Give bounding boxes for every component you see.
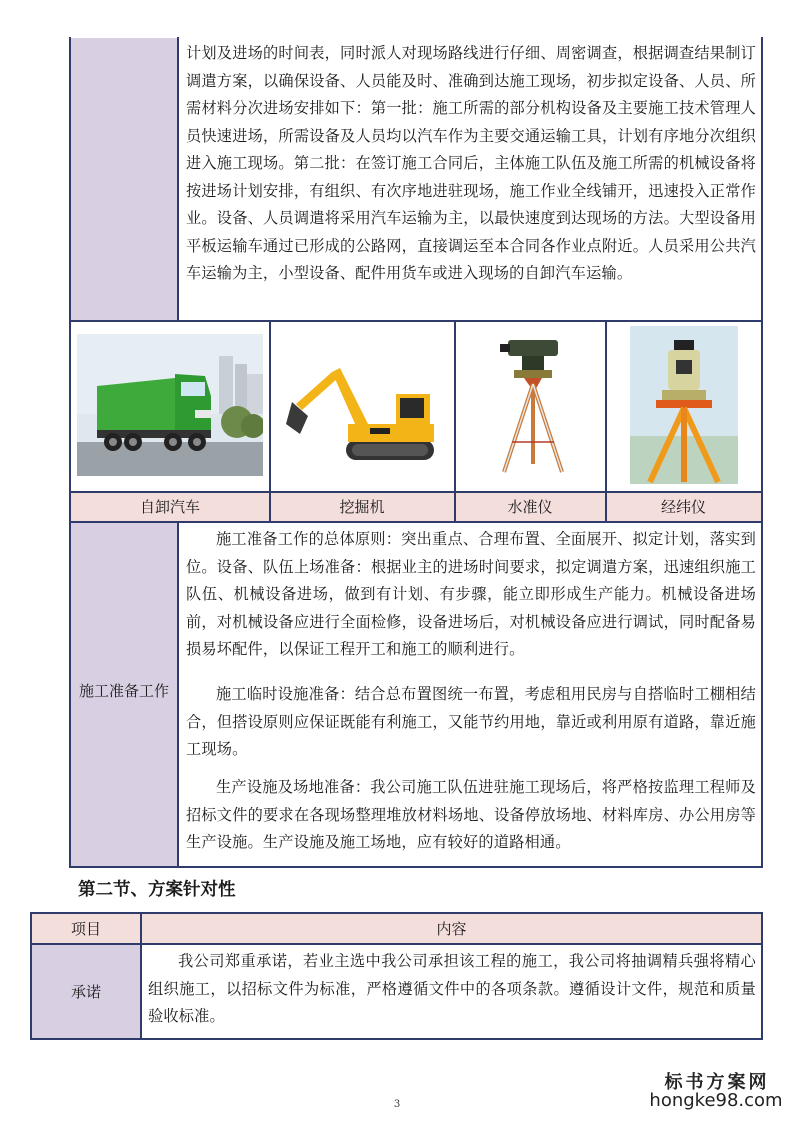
prep-paragraph-3: 生产设施及场地准备：我公司施工队伍进驻施工现场后，将严格按监理工程师及招标文件的要求在各现场整理堆放材料场地、设备停放场地、材料库房、办公用房等生产设施。生产设施及施工场地，应有较好的道路相通。	[186, 778, 756, 851]
prep-label: 施工准备工作	[78, 681, 169, 700]
equipment-label-excavator: 挖掘机	[339, 498, 385, 516]
prep-paragraph-2: 施工临时设施准备：结合总布置图统一布置，考虑租用民房与自搭临时工棚相结合，但搭设原则应保证既能有利施工，又能节约用地，靠近或利用原有道路，靠近施工现场。	[186, 685, 756, 758]
page-number: 3	[393, 1098, 401, 1110]
equipment-label-dump-truck: 自卸汽车	[139, 498, 200, 516]
watermark-logo	[648, 1068, 784, 1116]
prep-paragraph-1: 施工准备工作的总体原则：突出重点、合理布置、全面展开、拟定计划，落实到位。设备、队伍上场准备：根据业主的进场时间要求，拟定调遣方案，迅速组织施工队伍、机械设备进场，做到有计划、有步骤，能立即形成生产能力。机械设备进场前，对机械设备应进行全面检修，设备进场后，对机械设备应进行调试，同时配备易损易坏配件，以保证工程开工和施工的顺利进行。	[186, 530, 756, 658]
row1-label-cell	[70, 38, 178, 321]
column-header-content: 内容	[436, 920, 467, 938]
commitment-label: 承诺	[70, 982, 101, 1001]
section-heading: 第二节、方案针对性	[78, 880, 236, 900]
dump-truck-photo	[77, 334, 263, 476]
excavator-photo	[286, 344, 446, 466]
watermark-url: hongke98.com	[649, 1090, 783, 1111]
column-header-item: 项目	[70, 920, 101, 938]
theodolite-photo	[630, 326, 738, 484]
equipment-label-theodolite: 经纬仪	[660, 498, 706, 516]
watermark-title: 标书方案网	[664, 1072, 770, 1093]
dispatch-plan-text: 计划及进场的时间表，同时派人对现场路线进行仔细、周密调查，根据调查结果制订调遣方案，以确保设备、人员能及时、准确到达施工现场，初步拟定设备、人员、所需材料分次进场安排如下：第一批：施工所需的部分机构设备及主要施工技术管理人员快速进场，所需设备及人员均以汽车作为主要交通运输工具，计划有序地分次组织进入施工现场。第二批：在签订施工合同后，主体施工队伍及施工所需的机械设备将按进场计划安排，有组织、有次序地进驻现场，施工作业全线铺开，迅速投入正常作业。设备、人员调遣将采用汽车运输为主，以最快速度到达现场的方法。大型设备用平板运输车通过已形成的公路网，直接调运至本合同各作业点附近。人员采用公共汽车运输为主，小型设备、配件用货车或进入现场的自卸汽车运输。	[186, 44, 756, 282]
commitment-text: 我公司郑重承诺，若业主选中我公司承担该工程的施工，我公司将抽调精兵强将精心组织施工，以招标文件为标准，严格遵循文件中的各项条款。遵循设计文件，规范和质量验收标准。	[148, 952, 756, 1025]
level-instrument-photo	[494, 332, 572, 478]
equipment-label-level: 水准仪	[507, 498, 553, 516]
